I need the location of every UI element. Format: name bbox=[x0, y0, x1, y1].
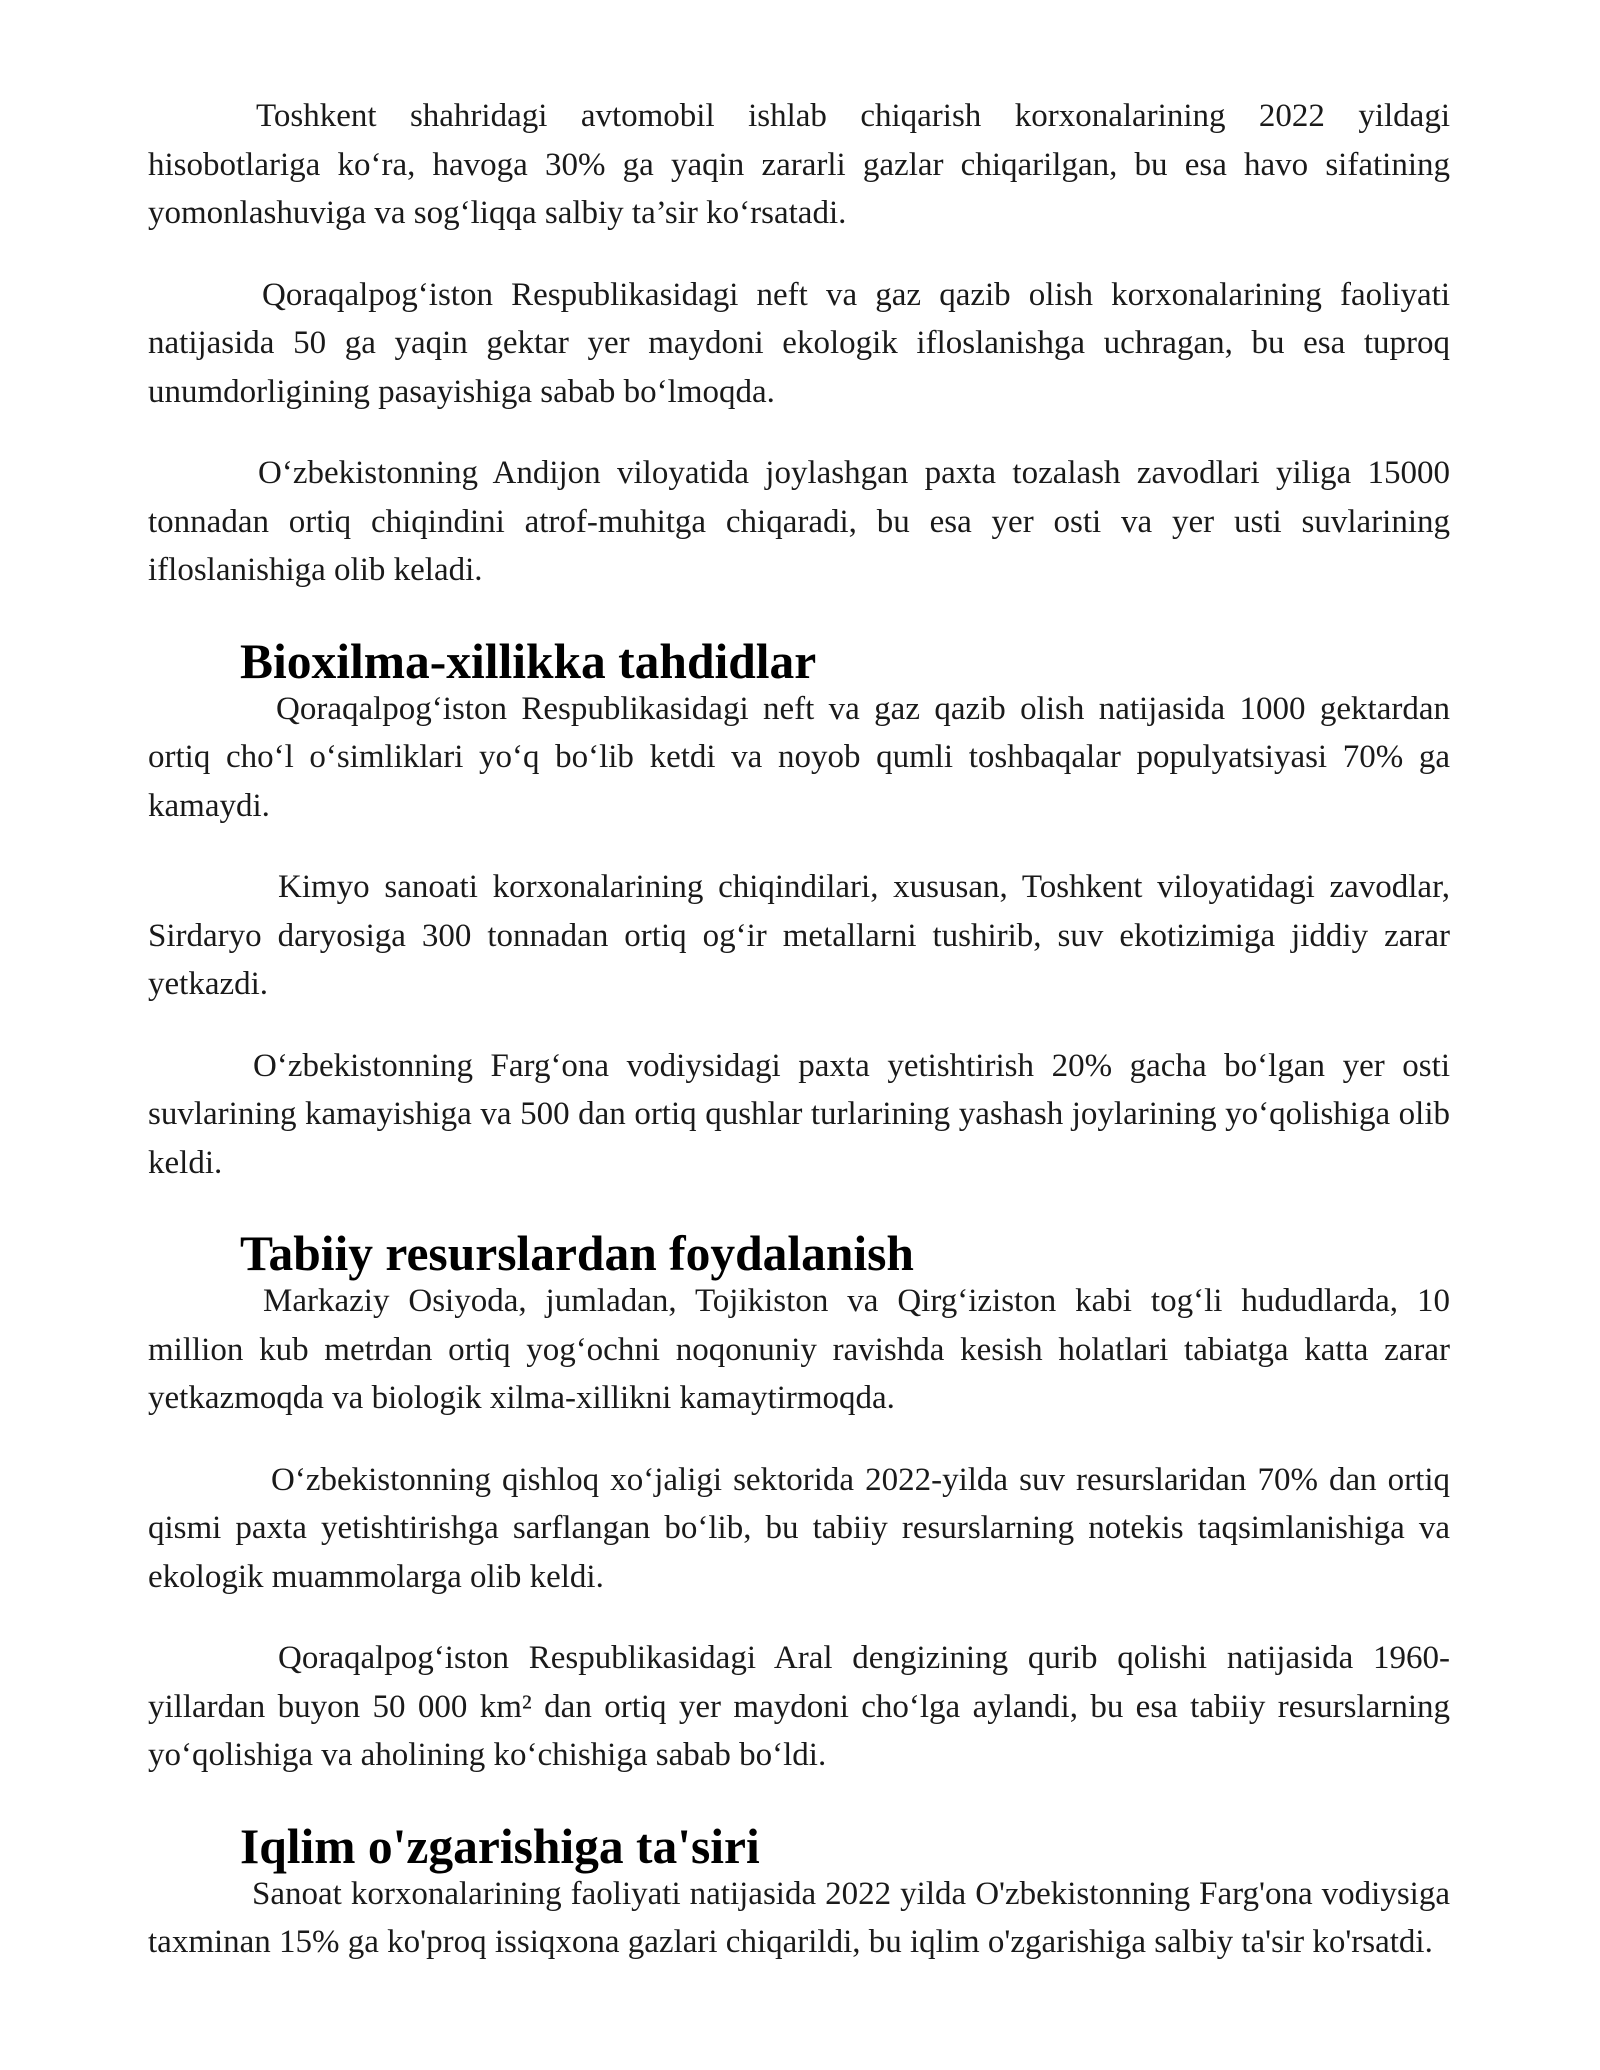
heading-natural-resources: Tabiiy resurslardan foydalanish bbox=[240, 1226, 914, 1281]
document-page bbox=[148, 92, 1450, 2000]
paragraph-resources-2: O‘zbekistonning qishloq xo‘jaligi sektorida 2022-yilda suv resurslaridan 70% dan ortiq qismi paxta yetishtirishga sarflangan bo‘lib, bu tabiiy resurslarning notekis taqsimlanishiga va ekologik muammolarga olib keldi. bbox=[148, 1461, 1450, 1595]
paragraph-biodiversity-2: Kimyo sanoati korxonalarining chiqindilari, xususan, Toshkent viloyatidagi zavodlar, Sirdaryo daryosiga 300 tonnadan ortiq og‘ir metallarni tushirib, suv ekotizimiga jiddiy zarar yetkazdi. bbox=[148, 869, 1450, 1002]
paragraph-karakalpak-oil-gas: Qoraqalpog‘iston Respublikasidagi neft va gaz qazib olish korxonalarining faoliyati natijasida 50 ga yaqin gektar yer maydoni ekologik ifloslanishga uchragan, bu esa tuproq unumdorligining pasayishiga sabab bo‘lmoqda. bbox=[148, 276, 1450, 410]
paragraph-resources-3: Qoraqalpog‘iston Respublikasidagi Aral dengizining qurib qolishi natijasida 1960-yillardan buyon 50 000 km² dan ortiq yer maydoni cho‘lga aylandi, bu esa tabiiy resurslarning yo‘qolishiga va aholining ko‘chishiga sabab bo‘ldi. bbox=[148, 1640, 1450, 1773]
paragraph-biodiversity-3: O‘zbekistonning Farg‘ona vodiysidagi paxta yetishtirish 20% gacha bo‘lgan yer osti suvlarining kamayishiga va 500 dan ortiq qushlar turlarining yashash joylarining yo‘qolishiga olib keldi. bbox=[148, 1047, 1450, 1181]
paragraph-resources-1: Markaziy Osiyoda, jumladan, Tojikiston va Qirg‘iziston kabi tog‘li hududlarda, 10 million kub metrdan ortiq yog‘ochni noqonuniy ravishda kesish holatlari tabiatga katta zarar yetkazmoqda va biologik xilma-xillikni kamaytirmoqda. bbox=[148, 1283, 1450, 1416]
heading-climate-change: Iqlim o'zgarishiga ta'siri bbox=[240, 1818, 760, 1874]
paragraph-climate-1: Sanoat korxonalarining faoliyati natijasida 2022 yilda O'zbekistonning Farg'ona vodiysiga taxminan 15% ga ko'proq issiqxona gazlari chiqarildi, bu iqlim o'zgarishiga salbiy ta'sir ko'rsatdi. bbox=[148, 1875, 1450, 1960]
paragraph-tashkent-auto: Toshkent shahridagi avtomobil ishlab chiqarish korxonalarining 2022 yildagi hisobotlariga ko‘ra, havoga 30% ga yaqin zararli gazlar chiqarilgan, bu esa havo sifatining yomonlashuviga va sog‘liqqa salbiy ta’sir ko‘rsatadi. bbox=[148, 98, 1450, 231]
paragraph-andijan-cotton: O‘zbekistonning Andijon viloyatida joylashgan paxta tozalash zavodlari yiliga 15000 tonnadan ortiq chiqindini atrof-muhitga chiqaradi, bu esa yer osti va yer usti suvlarining ifloslanishiga olib keladi. bbox=[148, 455, 1450, 588]
paragraph-biodiversity-1: Qoraqalpog‘iston Respublikasidagi neft va gaz qazib olish natijasida 1000 gektardan ortiq cho‘l o‘simliklari yo‘q bo‘lib ketdi va noyob qumli toshbaqalar populyatsiyasi 70% ga kamaydi. bbox=[148, 690, 1450, 824]
heading-biodiversity: Bioxilma-xillikka tahdidlar bbox=[240, 633, 817, 689]
